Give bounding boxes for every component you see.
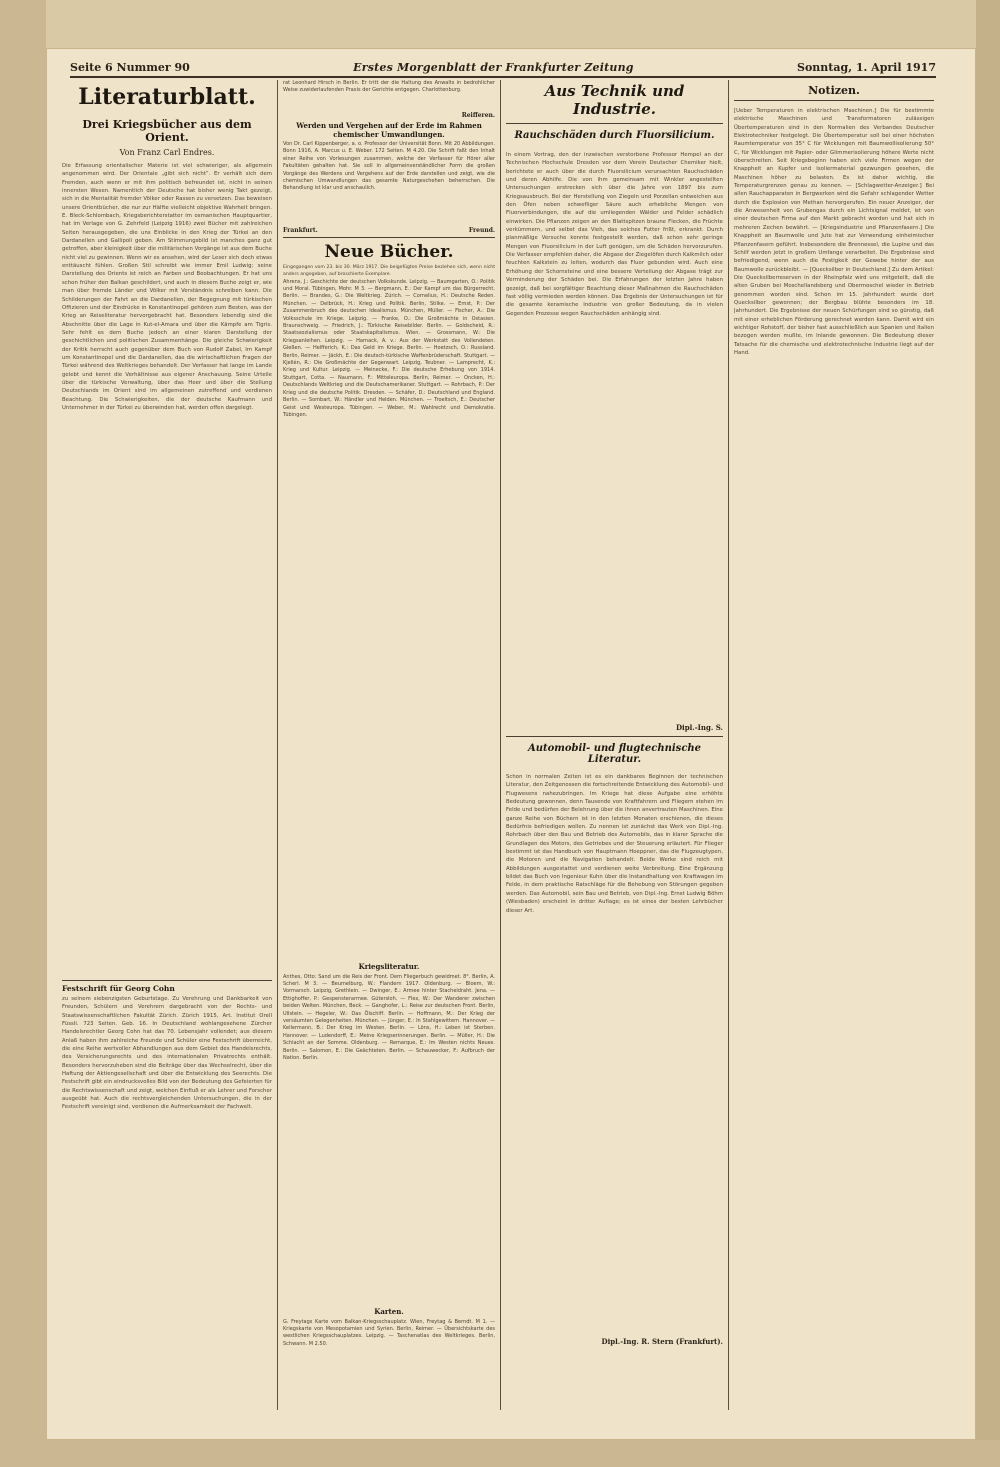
kriegsliteratur-list: Anthes, Otto: Sand um die Reis der Front. Dem Fliegerbuch gewidmet. 8°. Berlin, A. Scherl. M 3. — Beumelburg, W.: Flandern 1917. Oldenburg. — Bloem, W.: Vormarsch. Leipzig, Grethlein. — Dwinger, E.: Armee hinter Stacheldraht. Jena. — Ettighoffer, P.: Gespensterarmee. Gütersloh. — Flex, W.: Der Wanderer zwischen beiden Welten. München, Beck. — Ganghofer, L.: Reise zur deutschen Front. Berlin, Ullstein. — Hegeler, W.: Das Ölschiff. Berlin. — Hoffmann, M.: Der Krieg der versäumten Gelegenheiten. München. — Jünger, E.: In Stahlgewittern. Hannover. — Kellermann, B.: Der Krieg im Westen. Berlin. — Löns, H.: Leben ist Sterben. Hannover. — Ludendorff, E.: Meine Kriegserinnerungen. Berlin. — Müller, H.: Die Schlacht an der Somme. Oldenburg. — Remarque, E.: Im Westen nichts Neues. Berlin. — Salomon, E.: Die Geächteten. Berlin. — Schauwecker, F.: Aufbruch der Nation. Berlin.: [283, 973, 495, 1062]
page-edge-left: [0, 0, 46, 1467]
masthead-date: Sonntag, 1. April 1917: [797, 60, 936, 74]
column-rule: [728, 80, 729, 1410]
technik-section-title: Aus Technik und Industrie.: [506, 82, 723, 124]
automobil-title: Automobil- und flugtechnische Literatur.: [527, 743, 702, 765]
technik-article-body: In einem Vortrag, den der inzwischen verstorbene Professor Hempel an der Technischen Hochschule Dresden vor dem Verein Deutscher Chemiker hielt, berichtete er auch über die durch Fluorsilicium verursachten Rauchschäden und deren Abhilfe. Die von ihm gemeinsam mit Winkler angestellten Untersuchungen erstrecken sich über die Jahre von 1897 bis zum Kriegsausbruch. Bei der Herstellung von Ziegeln und Porzellan entweichen aus den Öfen neben schwefliger Säure auch erhebliche Mengen von Fluorverbindungen, die auf die umliegenden Wälder und Felder schädlich einwirken. Die Pflanzen zeigen an den Blattspitzen braune Flecken, die Früchte verkümmern, und selbst das Vieh, das solches Futter frißt, erkrankt. Durch planmäßige Versuche konnte festgestellt werden, daß schon sehr geringe Mengen von Fluorsilicium in der Luft genügen, um die Schäden hervorzurufen. Die Verfasser empfehlen daher, die Abgase der Ziegelöfen durch Kalkmilch oder feuchten Kalkstein zu leiten, wodurch das Fluor gebunden wird. Auch eine Erhöhung der Schornsteine und eine bessere Verteilung der Abgase trägt zur Verminderung der Schäden bei. Die Erfahrungen der letzten Jahre haben gezeigt, daß bei sorgfältiger Beachtung dieser Maßnahmen die Rauchschäden fast völlig vermieden werden können. Das Ergebnis der Untersuchungen ist für die gesamte keramische Industrie von großer Bedeutung, da in vielen Gegenden Prozesse wegen Rauchschäden anhängig sind.: [506, 152, 723, 317]
divider: [506, 736, 723, 737]
page-edge-right: [976, 0, 1000, 1467]
masthead-paper-title: Erstes Morgenblatt der Frankfurter Zeitung: [353, 60, 634, 74]
technik-signature: Dipl.-Ing. S.: [675, 723, 723, 732]
neue-buecher-list: Ahrens, J.: Geschichte der deutschen Volkskunde. Leipzig. — Baumgarten, O.: Politik und Moral. Tübingen, Mohr. M 3. — Bergmann, E.: Der Kampf um das Bürgerrecht. Berlin. — Brandes, G.: Die Weltkrieg. Zürich. — Cornelius, H.: Deutsche Reden. München. — Delbrück, H.: Krieg und Politik. Berlin, Stilke. — Ernst, P.: Der Zusammenbruch des deutschen Idealismus. München, Müller. — Fischer, A.: Die Volksschule im Kriege. Leipzig. — Franke, O.: Die Großmächte in Ostasien. Braunschweig. — Friedrich, J.: Türkische Reisebilder. Berlin. — Goldscheid, R.: Staatssozialismus oder Staatskapitalismus. Wien. — Grossmann, W.: Die Kriegsanleihen. Leipzig. — Harnack, A. v.: Aus der Werkstatt des Vollendeten. Gießen. — Helfferich, K.: Das Geld im Kriege. Berlin. — Hoetzsch, O.: Russland. Berlin, Reimer. — Jäckh, E.: Die deutsch-türkische Waffenbrüderschaft. Stuttgart. — Kjellén, R.: Die Großmächte der Gegenwart. Leipzig, Teubner. — Lamprecht, K.: Krieg und Kultur. Leipzig. — Meinecke, F.: Die deutsche Erhebung von 1914. Stuttgart, Cotta. — Naumann, F.: Mitteleuropa. Berlin, Reimer. — Oncken, H.: Deutschlands Weltkrieg und die Deutschamerikaner. Stuttgart. — Rohrbach, P.: Der Krieg und die deutsche Politik. Dresden. — Schäfer, D.: Deutschland und England. Berlin. — Sombart, W.: Händler und Helden. München. — Troeltsch, E.: Deutscher Geist und Westeuropa. Tübingen. — Weber, M.: Wahlrecht und Demokratie. Tübingen.: [283, 278, 495, 418]
page-edge-bottom: [0, 1440, 1000, 1467]
review-place: Frankfurt.: [283, 227, 318, 234]
article-title: Drei Kriegsbücher aus dem Orient.: [82, 118, 252, 144]
column-rule: [500, 80, 501, 1410]
karten-title: Karten.: [374, 1306, 404, 1316]
article-body: Die Erfassung orientalischer Materie ist viel schwieriger, als allgemein angenommen wird. Der Orientale „gibt sich nicht“. Er verhält sich dem Fremden, auch wenn er mit ihm politisch befreundet ist, nicht in seinen innersten Wesen. Namentlich der Deutsche hat bisher wenig Takt gezeigt, sich in die Mentalität fremder Völker oder Rassen zu versetzen. Das beweisen unsere Orientbücher, die nur zur Hälfte vielleicht objektive Wahrheit bringen. E. Bleck-Schlombach, Kriegsberichterstatter im osmanischen Hauptquartier, hat im Verlage von G. Zehrfeld (Leipzig 1916) zwei Bücher mit zahlreichen Seiten herausgegeben, die uns Einblicke in den Krieg der Türkei an den Dardanellen und Gallipoli geben. Am Stimmungsbild ist manches ganz gut getroffen, aber kleinigkeit über die militärischen Vorgänge ist aus dem Buche nicht viel zu gewinnen. Wenn wir es ansehen, wird der Leser sich doch etwas enttäuscht fühlen. Großen Stil schreibt wie immer Emil Ludwig; seine Darstellung des Orients ist reich an Farben und Beobachtungen. Er hat uns schon früher den Balkan geschildert, und auch in diesem Buche zeigt er, wie man über fremde Länder und Völker mit Verständnis schreiben kann. Die Schilderungen der Fahrt an die Dardanellen, der Begegnung mit türkischen Offizieren und der Eindrücke in Konstantinopel gehören zum Besten, was der Krieg an Reiseliteratur hervorgebracht hat. Besonders lebendig sind die Abschnitte über die Lage in Kut-el-Amara und über die Kämpfe am Tigris. Sehr fehlt es dem Buche jedoch an einer klaren Darstellung der geschichtlichen und politischen Zusammenhänge. Die gleiche Schwierigkeit der Kritik herrscht auch gegenüber dem Buch von Rudolf Zabel, Im Kampf um Konstantinopel und die Dardanellen, das die wirtschaftlichen Fragen der Türkei während des Weltkrieges behandelt. Der Verfasser hat lange im Lande gelebt und kennt die Verhältnisse aus eigener Anschauung. Seine Urteile über die türkische Verwaltung, über das Heer und über die Stellung Deutschlands im Orient sind im allgemeinen zutreffend und verdienen Beachtung. Die Schwierigkeiten, die der deutsche Kaufmann und Unternehmer in der Türkei zu überwinden hat, werden offen dargelegt.: [62, 163, 272, 411]
notizen-title: Notizen.: [734, 84, 934, 101]
column-rule: [277, 80, 278, 1410]
notizen-body: [Ueber Temperaturen in elektrischen Maschinen.] Die für bestimmte elektrische Maschinen und Transformatoren zulässigen Übertemperaturen sind in den Normalien des Verbandes Deutscher Elektrotechniker festgelegt. Die Übertemperatur soll bei einer höchsten Raumtemperatur von 35° C für Wicklungen mit Baumwollisolierung 50° C, für Wicklungen mit Papier- oder Glimmerisolierung höhere Werte nicht überschreiten. Seit Kriegsbeginn haben sich viele Firmen wegen der Knappheit an Kupfer und Isoliermaterial gezwungen gesehen, die Maschinen höher zu belasten. Es ist daher wichtig, die Temperaturgrenzen genau zu kennen. — [Schlagwetter-Anzeiger.] Bei allen Rauchapparaten in Bergwerken wird die Gefahr schlagender Wetter durch die Explosion von Methan hervorgerufen. Ein neuer Anzeiger, der die Anwesenheit von Grubengas durch ein Lichtsignal meldet, ist von einer deutschen Firma auf den Markt gebracht worden und hat sich in mehreren Zechen bewährt. — [Kriegsindustrie und Pflanzenfasern.] Die Knappheit an Baumwolle und Jute hat zur Verwendung einheimischer Pflanzenfasern geführt. Insbesondere die Brennessel, die Lupine und das Schilf werden jetzt in großem Umfange verarbeitet. Die Ergebnisse sind befriedigend, wenn auch die Festigkeit der Gewebe hinter der aus Baumwolle zurückbleibt. — [Quecksilber in Deutschland.] Zu dem Artikel: Die Quecksilberreserven in der Rheinpfalz wird uns mitgeteilt, daß die alten Gruben bei Moschellandsberg und Obermoschel wieder in Betrieb genommen worden sind. Schon im 15. Jahrhundert wurde dort Quecksilber gewonnen; der Bergbau blühte besonders im 18. Jahrhundert. Die Ergebnisse der neuen Schürfungen sind so günstig, daß mit einer erheblichen Förderung gerechnet werden kann. Damit wird ein wichtiger Rohstoff, der bisher fast ausschließlich aus Spanien und Italien bezogen werden mußte, im Inlande gewonnen. Die Bedeutung dieser Tatsache für die chemische und elektrotechnische Industrie liegt auf der Hand.: [734, 108, 934, 356]
article-byline: Von Franz Carl Endres.: [119, 148, 215, 157]
divider: [283, 237, 495, 238]
column-literaturblatt: [62, 82, 272, 1412]
kriegsliteratur-title: Kriegsliteratur.: [358, 961, 420, 971]
masthead-page-number: Seite 6 Nummer 90: [70, 60, 190, 74]
technik-article-title: Rauchschäden durch Fluorsilicium.: [514, 130, 715, 141]
column-technik: [506, 80, 723, 1410]
review-tail: rat Leonhard Hirsch in Berlin. Er tritt der die Haltung des Anwalts in bedrohlicher Weise zuwiderlaufenden Praxis der Gerichte entgegen. Charlottenburg.: [283, 80, 495, 94]
karten-list: G. Freytags Karte vom Balkan-Kriegsschauplatz. Wien, Freytag & Berndt. M 1. — Kriegskarte von Mesopotamien und Syrien. Berlin, Reimer. — Übersichtskarte des westlichen Kriegsschauplatzes. Leipzig. — Taschenatlas des Weltkrieges. Berlin, Schwann. M 2.50.: [283, 1318, 495, 1347]
neue-buecher-title: Neue Bücher.: [324, 242, 454, 262]
divider: [62, 980, 272, 981]
festschrift-body: zu seinem siebenzigsten Geburtstage. Zu Verehrung und Dankbarkeit von Freunden, Schülern und Verehrern dargebracht von der Rechts- und Staatswissenschaftlichen Fakultät Zürich. Zürich 1915, Art. Institut Orell Füssli. 723 Seiten. Geb. 16. In Deutschland wohlangesehene Zürcher Handelsrechtler Georg Cohn hat das 70. Lebensjahr vollendet; aus diesem Anlaß haben ihm zahlreiche Freunde und Schüler eine Festschrift überreicht, die eine Reihe wertvoller Abhandlungen aus dem Gebiet des Handelsrechts, des Versicherungsrechts und des internationalen Privatrechts enthält. Besonders hervorzuheben sind die Beiträge über das Wechselrecht, über die Haftung der Aktiengesellschaft und über die Entwicklung des Seerechts. Die Festschrift gibt ein eindrucksvolles Bild von der Bedeutung des Gefeierten für die Rechtswissenschaft und zeigt, welchen Einfluß er als Lehrer und Forscher ausgeübt hat. Auch die rechtsvergleichenden Untersuchungen, die in der Festschrift vereinigt sind, verdienen die Aufmerksamkeit der Fachwelt.: [62, 996, 272, 1111]
festschrift-title: Festschrift für Georg Cohn: [62, 984, 175, 993]
section-title: Literaturblatt.: [78, 84, 256, 110]
neue-buecher-intro: Eingegangen vom 23. bis 30. März 1917. Die beigefügten Preise beziehen sich, wenn nicht anders angegeben, auf broschierte Exemplare.: [283, 265, 495, 277]
column-notizen: [734, 80, 934, 1410]
automobil-signature: Dipl.-Ing. R. Stern (Frankfurt).: [601, 1337, 723, 1346]
review-signature: Reifferen.: [461, 112, 495, 119]
review-author: Freund.: [468, 227, 495, 234]
column-neue-buecher: [283, 80, 495, 1410]
review-title: Werden und Vergehen auf der Erde im Rahmen chemischer Umwandlungen.: [296, 121, 482, 139]
automobil-body: Schon in normalen Zeiten ist es ein dankbares Beginnen der technischen Literatur, den Zeitgenossen die fortschreitende Entwicklung des Automobil- und Flugwesens nahezubringen. Im Kriege hat diese Aufgabe eine erhöhte Bedeutung gewonnen, denn Tausende von Kraftfahrern und Fliegern stehen im Felde und bedürfen der Belehrung über die ihnen anvertrauten Maschinen. Eine ganze Reihe von Büchern ist in den letzten Monaten erschienen, die dieses Bedürfnis befriedigen wollen. Zu nennen ist zunächst das Werk von Dipl.-Ing. Rohrbach über den Bau und Betrieb des Automobils, das in klarer Sprache die Grundlagen des Motors, des Getriebes und der Steuerung erläutert. Für Flieger bestimmt ist das Handbuch von Hauptmann Hoeppner, das die Flugzeugtypen, die Motoren und die Navigation behandelt. Beide Werke sind reich mit Abbildungen ausgestattet und verdienen weite Verbreitung. Eine Ergänzung bildet das Buch von Ingenieur Kuhn über die Instandhaltung von Kraftwagen im Felde, in dem praktische Ratschläge für die Behebung von Störungen gegeben werden. Das Automobil, sein Bau und Betrieb, von Dipl.-Ing. Ernst Ludwig Böhm (Wiesbaden) erscheint in dritter Auflage; es ist eines der besten Lehrbücher dieser Art.: [506, 774, 723, 914]
review-body: Von Dr. Carl Kippenberger, a. o. Professor der Universität Bonn. Mit 20 Abbildungen. Bonn 1916, A. Marcus u. E. Weber. 172 Seiten. M 4.20. Die Schrift faßt den Inhalt einer Reihe von Vorlesungen zusammen, welche der Verfasser für Hörer aller Fakultäten gehalten hat. Sie soll in allgemeinverständlicher Form die großen Vorgänge des Werdens und Vergehens auf der Erde darstellen und zeigt, wie die chemischen Umwandlungen das gesamte Naturgeschehen beherrschen. Die Behandlung ist klar und anschaulich.: [283, 141, 495, 192]
masthead: [70, 58, 936, 78]
